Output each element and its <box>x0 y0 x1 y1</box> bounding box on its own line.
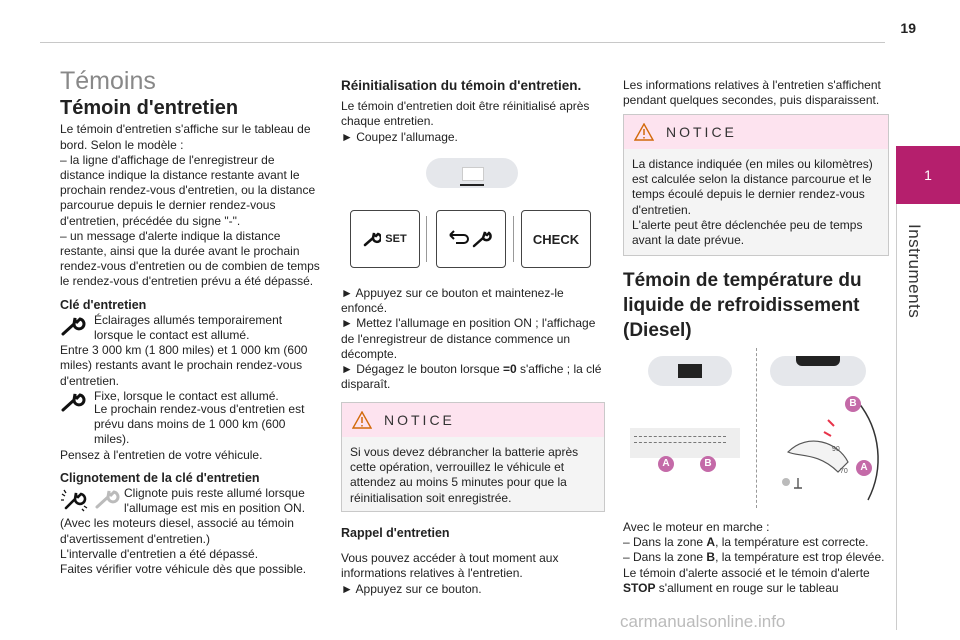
bullet-text: – la ligne d'affichage de l'enregistreur de distance indique la distance restante avant le prochain rendez-vous d'entretien, ou la distance parcourue depuis le dernier rendez-vous d'entretien, précédée du signe "-". <box>60 152 316 228</box>
reset-step: ► Mettez l'allumage en position ON ; l'affichage de l'enregistreur de distance commence un décompte. <box>341 316 596 361</box>
watermark: carmanualsonline.info <box>620 612 786 631</box>
reset-step: ► Dégagez le bouton lorsque =0 s'affiche ; la clé disparaît. <box>341 362 602 392</box>
wrench-icon <box>363 231 381 247</box>
section-heading: Témoin d'entretien <box>60 97 239 120</box>
rappel-text: Vous pouvez accéder à tout moment aux informations relatives à l'entretien. <box>341 551 559 581</box>
notice-text: Si vous devez débrancher la batterie après cette opération, verrouillez le véhicule et attendez au moins 5 minutes pour que la réinitialisation soit enregistrée. <box>350 445 579 505</box>
dashboard-display-illustration <box>426 158 518 188</box>
gauge-zone-b-label: B <box>845 396 861 412</box>
page-title: Témoins <box>60 67 156 95</box>
zone-b-text: – Dans la zone B, la température est trop élevée. Le témoin d'alerte associé et le témoin d'alerte STOP s'allument en rouge sur le tableau <box>623 550 885 595</box>
key-text: Éclairages allumés temporairement lorsque le contact est allumé. <box>94 312 283 343</box>
subheading-blink: Clignotement de la clé d'entretien <box>60 470 260 485</box>
gauge-tick-90: 90 <box>832 446 840 453</box>
chapter-tab[interactable]: 1 <box>896 146 960 204</box>
notice-box <box>623 114 889 256</box>
blink-text: L'intervalle d'entretien a été dépassé. <box>60 546 259 561</box>
reset-heading: Réinitialisation du témoin d'entretien. <box>341 78 582 93</box>
coolant-gauge-illustration <box>628 348 893 514</box>
reset-wrench-button[interactable] <box>436 210 506 268</box>
coolant-heading-wrap <box>623 268 888 343</box>
header-divider <box>40 42 885 43</box>
key-text: Le prochain rendez-vous d'entretien est prévu dans moins de 1 000 km (600 miles). <box>94 402 305 447</box>
notice-title: NOTICE <box>384 412 455 428</box>
notice-text: La distance indiquée (en miles ou kilomètres) est calculée selon la distance parcourue et le temps écoulé depuis le dernier rendez-vous d'entretien. <box>632 157 873 217</box>
blink-text: Faites vérifier votre véhicule dès que possible. <box>60 562 307 577</box>
bullet-text: – un message d'alerte indique la distance restante, ainsi que la durée avant le prochain rendez-vous d'entretien ou de combien de temps le rendez-vous d'entretien prévu a été dépassé. <box>60 228 320 289</box>
rappel-heading: Rappel d'entretien <box>341 526 450 540</box>
info-text: Les informations relatives à l'entretien s'affichent pendant quelques secondes, puis disparaissent. <box>623 78 881 108</box>
engine-text: Avec le moteur en marche : <box>623 520 770 534</box>
notice-title: NOTICE <box>666 124 737 140</box>
blink-text: Clignote puis reste allumé lorsque l'allumage est mis en position ON. <box>124 486 306 516</box>
column-1 <box>60 67 322 577</box>
blinking-wrench-icon <box>60 486 124 516</box>
column-2 <box>341 78 606 145</box>
reset-step: ► Appuyez sur ce bouton et maintenez-le enfoncé. <box>341 286 564 316</box>
set-button[interactable]: SET <box>350 210 420 268</box>
wrench-icon <box>60 313 94 343</box>
rappel-step: ► Appuyez sur ce bouton. <box>341 581 482 596</box>
intro-text: Le témoin d'entretien s'affiche sur le tableau de bord. Selon le modèle : <box>60 122 311 152</box>
return-wrench-icon <box>446 229 496 249</box>
zone-b-label: B <box>700 456 716 472</box>
check-button[interactable]: CHECK <box>521 210 591 268</box>
temperature-gauge-icon <box>768 392 886 510</box>
column-3-lower <box>623 520 888 596</box>
buttons-illustration <box>341 204 591 274</box>
reset-step: ► Coupez l'allumage. <box>341 129 458 144</box>
wrench-icon <box>60 389 94 417</box>
key-text: Entre 3 000 km (1 800 miles) et 1 000 km (600 miles) restants avant le prochain rendez-vous d'entretien. <box>60 343 308 388</box>
coolant-heading: Témoin de température du liquide de refroidissement (Diesel) <box>623 270 862 341</box>
zone-a-text: – Dans la zone A, la température est correcte. <box>623 535 869 550</box>
blink-text: (Avec les moteurs diesel, associé au témoin d'avertissement d'entretien.) <box>60 516 294 546</box>
notice-box <box>341 402 605 512</box>
column-3 <box>623 78 888 108</box>
gauge-tick-70: 70 <box>840 468 848 475</box>
key-text: Fixe, lorsque le contact est allumé. <box>94 388 279 403</box>
page-number: 19 <box>900 20 916 36</box>
reset-text: Le témoin d'entretien doit être réinitialisé après chaque entretien. <box>341 99 590 129</box>
chapter-label: Instruments <box>905 224 924 319</box>
column-2-rappel <box>341 526 606 597</box>
key-text: Pensez à l'entretien de votre véhicule. <box>60 447 263 462</box>
subheading-key: Clé d'entretien <box>60 297 147 312</box>
column-2-lower <box>341 286 606 392</box>
warning-icon <box>634 123 654 141</box>
gauge-zone-a-label: A <box>856 460 872 476</box>
warning-icon <box>352 411 372 429</box>
zone-a-label: A <box>658 456 674 472</box>
notice-text: L'alerte peut être déclenchée peu de temps avant la date prévue. <box>632 217 863 248</box>
